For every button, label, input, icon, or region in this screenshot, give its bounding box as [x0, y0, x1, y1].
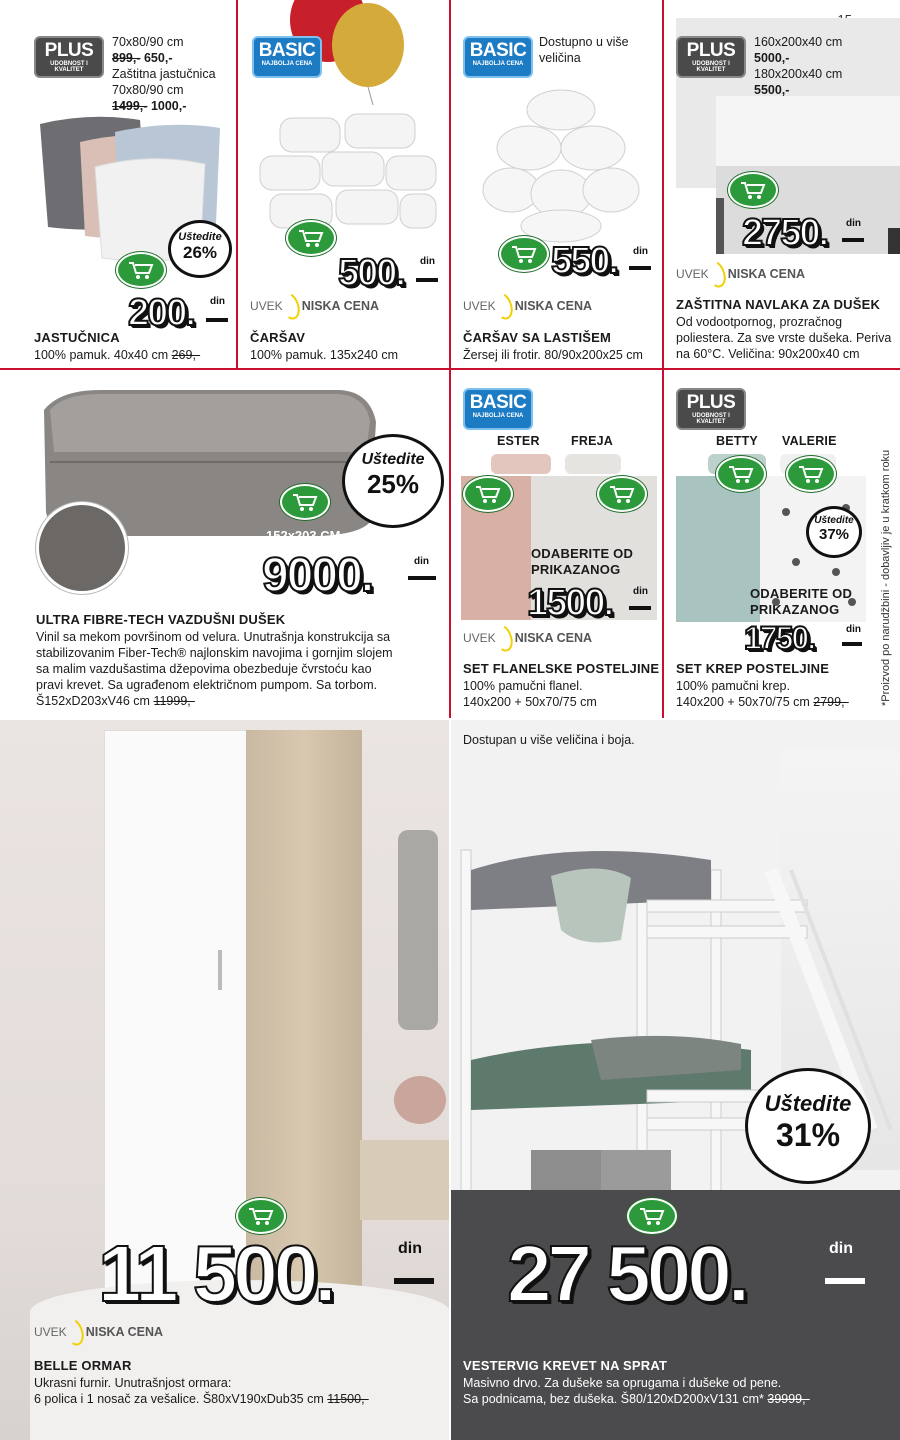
- product-title: SET KREP POSTELJINE: [676, 661, 830, 676]
- cart-icon[interactable]: [286, 220, 336, 256]
- currency: din: [846, 624, 861, 635]
- wardrobe-handle: [218, 950, 222, 990]
- bench-image: [360, 1140, 449, 1220]
- variant-name: VALERIE: [782, 434, 837, 448]
- availability-note: Dostupno u više veličina: [539, 35, 629, 65]
- cart-icon[interactable]: [597, 476, 647, 512]
- pump-detail-image: [36, 502, 128, 594]
- cart-icon[interactable]: [716, 456, 766, 492]
- price-dash: [408, 576, 436, 580]
- product-krep[interactable]: [664, 370, 900, 718]
- currency: din: [846, 218, 861, 229]
- cart-icon[interactable]: [116, 252, 166, 288]
- product-jastucnica[interactable]: [0, 0, 236, 368]
- price-dash: [842, 642, 862, 646]
- price-dash: [206, 318, 228, 322]
- price-dash: [629, 606, 651, 610]
- sheets-image: [250, 108, 440, 238]
- cart-icon[interactable]: [786, 456, 836, 492]
- price: 9000.: [262, 549, 373, 602]
- currency: din: [398, 1240, 422, 1257]
- product-desc: Od vodootpornog, prozračnog poliestera. Za sve vrste dušeka. Periva na 60°C. Veličina: 90x200x40 cm: [676, 315, 892, 361]
- currency: din: [633, 246, 648, 257]
- currency: din: [414, 556, 429, 567]
- product-title: ČARŠAV SA LASTIŠEM: [463, 330, 612, 345]
- basic-badge: BASIC NAJBOLJA CENA: [463, 388, 533, 430]
- product-desc: 100% pamučni flanel. 140x200 + 50x70/75 cm: [463, 679, 597, 709]
- cart-icon[interactable]: [280, 484, 330, 520]
- product-desc: 100% pamuk. 135x240 cm: [250, 348, 399, 362]
- product-desc: 100% pamuk. 40x40 cm 269,-: [34, 348, 201, 362]
- currency: din: [633, 586, 648, 597]
- variant-name: BETTY: [716, 434, 758, 448]
- price-dash: [842, 238, 864, 242]
- product-title: BELLE ORMAR: [34, 1358, 132, 1373]
- product-desc: Vinil sa mekom površinom od velura. Unutrašnja konstrukcija sa stabilizovanim Fiber-Tech® najlonskim navojima i gornjim slojem sa malim vazdušastima džepovima obezbeduje čvrstoću kao pravi krevet. Sa ugrađenom električnom pumpom. Sa torbom. Š152xD203xV46 cm 11999,-: [36, 630, 393, 708]
- product-title: ZAŠTITNA NAVLAKA ZA DUŠEK: [676, 297, 881, 312]
- savings-badge: Uštedite 31%: [745, 1068, 871, 1184]
- cart-icon[interactable]: [728, 172, 778, 208]
- savings-badge: Uštedite 25%: [342, 434, 444, 528]
- wardrobe-white-door: [104, 730, 254, 1292]
- currency: din: [210, 296, 225, 307]
- uvek-niska-cena-logo: UVEK NISKA CENA: [463, 624, 592, 652]
- plus-badge: PLUS UDOBNOST I KVALITET: [676, 36, 746, 78]
- price: 200.: [128, 292, 194, 334]
- variant-name: FREJA: [571, 434, 613, 448]
- price: 11 500.: [98, 1229, 333, 1318]
- currency: din: [829, 1240, 853, 1257]
- choose-label: ODABERITE OD PRIKAZANOG: [531, 546, 634, 577]
- product-desc: Žersej ili frotir. 80/90x200x25 cm: [463, 348, 643, 362]
- uvek-niska-cena-logo: UVEK NISKA CENA: [676, 260, 805, 288]
- uvek-niska-cena-logo: UVEK NISKA CENA: [250, 292, 379, 320]
- basic-badge: BASIC NAJBOLJA CENA: [252, 36, 322, 78]
- price: 2750.: [742, 212, 828, 254]
- uvek-niska-cena-logo: UVEK NISKA CENA: [463, 292, 592, 320]
- product-desc: Ukrasni furnir. Unutrašnjost ormara: 6 polica i 1 nosač za vešalice. Š80xV190xDub35 cm 11500,-: [34, 1376, 369, 1406]
- price: 27 500.: [507, 1229, 746, 1318]
- price: 1500.: [527, 582, 613, 624]
- product-title: VESTERVIG KREVET NA SPRAT: [463, 1358, 668, 1373]
- product-vazdusni-dusek[interactable]: [0, 370, 449, 718]
- product-desc: Masivno drvo. Za dušeke sa oprugama i dušeke od pene. Sa podnicama, bez dušeka. Š80/120xD200xV131 cm* 39999,-: [463, 1376, 810, 1406]
- choose-label: ODABERITE OD PRIKAZANOG: [750, 586, 853, 617]
- price: 550.: [551, 240, 617, 282]
- product-carsav[interactable]: [238, 0, 449, 368]
- product-title: JASTUČNICA: [34, 330, 120, 345]
- cart-icon[interactable]: [499, 236, 549, 272]
- currency: din: [420, 256, 435, 267]
- price-dash: [394, 1278, 434, 1284]
- product-vestervig-krevet[interactable]: [451, 720, 900, 1440]
- price-list: 160x200x40 cm 5000,- 180x200x40 cm 5500,-: [754, 35, 843, 97]
- price: 1750.: [744, 620, 815, 656]
- price-dash: [629, 266, 651, 270]
- product-title: ČARŠAV: [250, 330, 306, 345]
- variant-name: ESTER: [497, 434, 540, 448]
- savings-badge: Uštedite 26%: [168, 220, 232, 278]
- cart-icon[interactable]: [463, 476, 513, 512]
- price-dash: [825, 1278, 865, 1284]
- plus-badge: PLUS UDOBNOST I KVALITET: [34, 36, 104, 78]
- price: 500.: [338, 252, 404, 294]
- product-navlaka[interactable]: [664, 0, 900, 368]
- scarf-image: [398, 830, 438, 1030]
- product-title: SET FLANELSKE POSTELJINE: [463, 661, 660, 676]
- side-note: *Proizvod po narudžbini - dobavljiv je u kratkom roku: [880, 449, 892, 706]
- fitted-sheets-image: [481, 86, 641, 246]
- product-carsav-lastis[interactable]: [451, 0, 662, 368]
- size-label: 152x203 CM: [266, 528, 341, 543]
- product-flanel[interactable]: [451, 370, 662, 718]
- cushion-image: [394, 1076, 446, 1124]
- uvek-niska-cena-logo: UVEK NISKA CENA: [34, 1318, 163, 1346]
- product-desc: 100% pamučni krep. 140x200 + 50x70/75 cm 2799,-: [676, 679, 849, 709]
- plus-badge: PLUS UDOBNOST I KVALITET: [676, 388, 746, 430]
- price-dash: [416, 278, 438, 282]
- price-list: 70x80/90 cm 899,- 650,- Zaštitna jastučnica 70x80/90 cm 1499,- 1000,-: [112, 35, 216, 113]
- product-belle-ormar[interactable]: [0, 720, 449, 1440]
- savings-badge: Uštedite 37%: [806, 506, 862, 558]
- basic-badge: BASIC NAJBOLJA CENA: [463, 36, 533, 78]
- product-title: ULTRA FIBRE-TECH VAZDUŠNI DUŠEK: [36, 612, 286, 627]
- availability-note: Dostupan u više veličina i boja.: [463, 733, 635, 747]
